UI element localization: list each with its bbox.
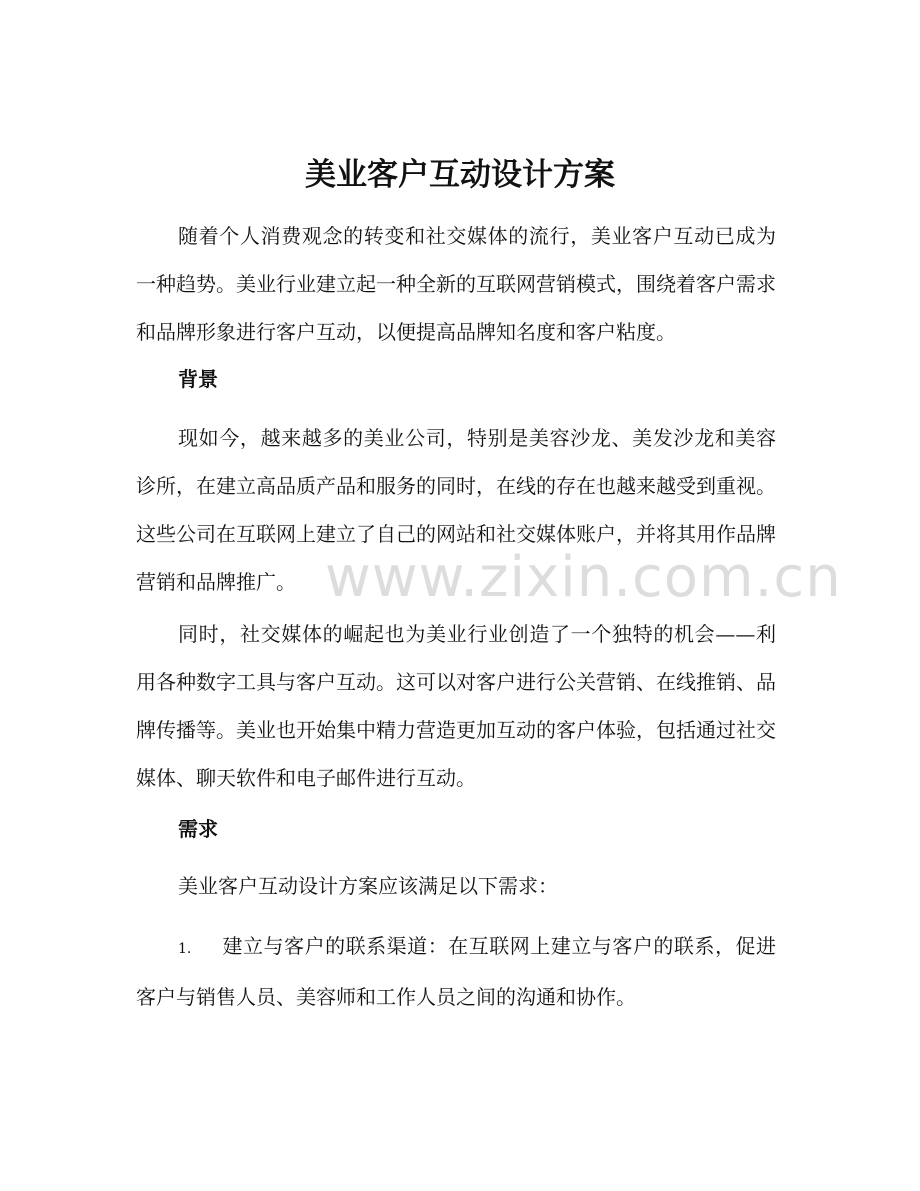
section-heading-requirements: 需求 [178, 817, 218, 841]
list-item-text: 建立与客户的联系渠道：在互联网上建立与客户的联系，促进客户与销售人员、美容师和工作人员之间的沟通和协作。 [136, 934, 776, 1009]
requirements-intro-paragraph: 美业客户互动设计方案应该满足以下需求： [178, 874, 558, 898]
list-item-number: 1. [178, 941, 192, 957]
background-paragraph-1: 现如今，越来越多的美业公司，特别是美容沙龙、美发沙龙和美容诊所，在建立高品质产品和服务的同时，在线的存在也越来越受到重视。这些公司在互联网上建立了自己的网站和社交媒体账户，并将其用作品牌营销和品牌推广。 [136, 426, 776, 594]
requirements-list-item [136, 922, 776, 1021]
intro-paragraph: 随着个人消费观念的转变和社交媒体的流行，美业客户互动已成为一种趋势。美业行业建立起一种全新的互联网营销模式，围绕着客户需求和品牌形象进行客户互动，以便提高品牌知名度和客户粘度。 [136, 224, 776, 344]
background-paragraph-2: 同时，社交媒体的崛起也为美业行业创造了一个独特的机会——利用各种数字工具与客户互动。这可以对客户进行公关营销、在线推销、品牌传播等。美业也开始集中精力营造更加互动的客户体验，包括通过社交媒体、聊天软件和电子邮件进行互动。 [136, 622, 776, 790]
watermark-text: www.zixin.com.cn [325, 545, 842, 610]
document-title: 美业客户互动设计方案 [305, 157, 615, 193]
section-heading-background: 背景 [178, 367, 218, 391]
